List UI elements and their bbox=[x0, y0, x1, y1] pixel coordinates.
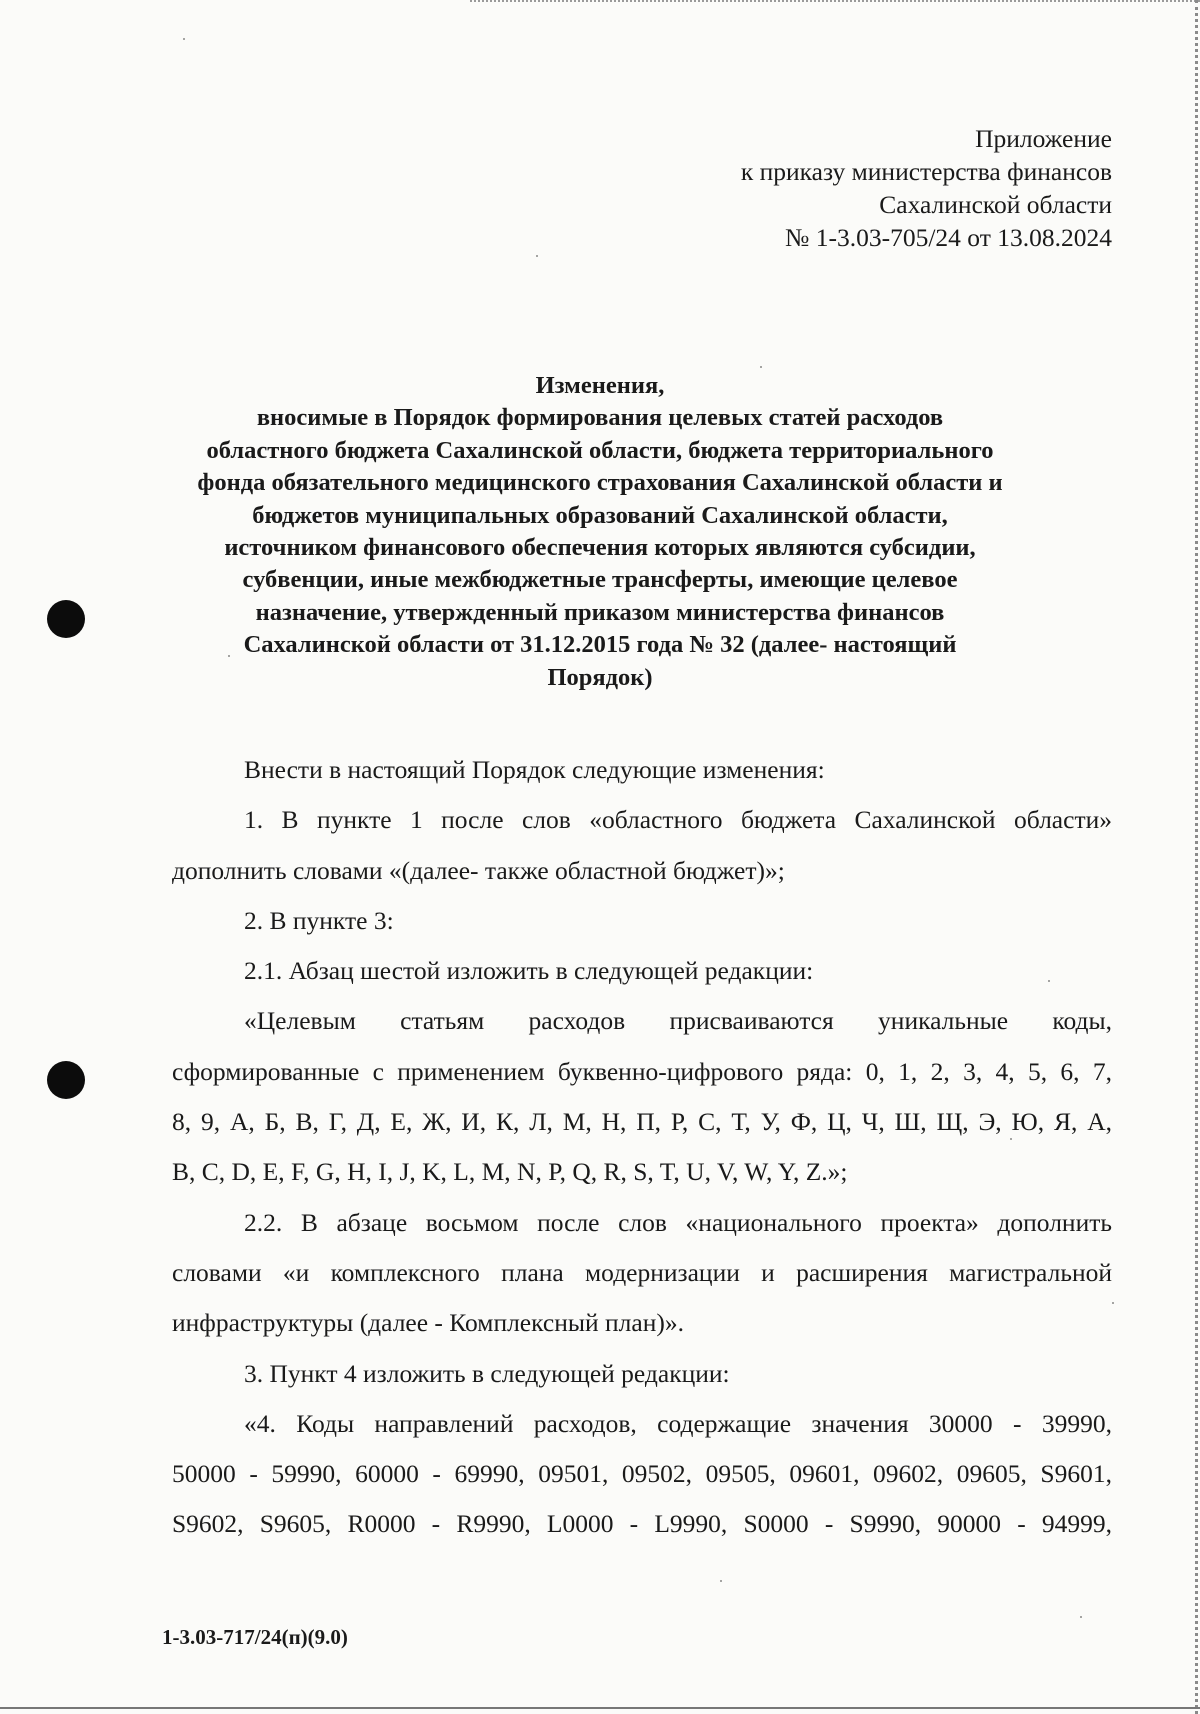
body-line bbox=[172, 1198, 1112, 1248]
title-line: Сахалинской области от 31.12.2015 года № 32 (далее- настоящий bbox=[243, 631, 957, 659]
body-line-text: 2.2. В абзаце восьмом после слов «национального проекта» дополнить bbox=[244, 1207, 1112, 1237]
title-line: источником финансового обеспечения которых являются субсидии, bbox=[224, 534, 976, 562]
title-line: бюджетов муниципальных образований Сахалинской области, bbox=[252, 501, 948, 529]
header-line: Сахалинской области bbox=[879, 190, 1112, 219]
document-body bbox=[172, 745, 1112, 1550]
header-line: № 1-3.03-705/24 от 13.08.2024 bbox=[785, 223, 1112, 252]
body-line: 8, 9, А, Б, В, Г, Д, Е, Ж, И, К, Л, М, Н, П, Р, С, Т, У, Ф, Ц, Ч, Ш, Щ, Э, Ю, Я, A, bbox=[172, 1107, 1112, 1137]
body-line: 50000 - 59990, 60000 - 69990, 09501, 09502, 09505, 09601, 09602, 09605, S9601, bbox=[172, 1459, 1112, 1489]
body-line bbox=[172, 1399, 1112, 1449]
body-line: дополнить словами «(далее- также областной бюджет)»; bbox=[172, 855, 785, 885]
punch-hole-top bbox=[47, 600, 85, 638]
scan-edge-right bbox=[1195, 0, 1198, 1714]
scan-speck bbox=[1112, 1302, 1114, 1304]
scan-speck bbox=[720, 1580, 722, 1582]
body-line-text: 1. В пункте 1 после слов «областного бюджета Сахалинской области» bbox=[244, 805, 1112, 835]
title-line: Порядок) bbox=[547, 663, 653, 691]
body-line: B, C, D, E, F, G, H, I, J, K, L, M, N, P, Q, R, S, T, U, V, W, Y, Z.»; bbox=[172, 1157, 848, 1187]
appendix-header bbox=[741, 122, 1112, 254]
title-line: вносимые в Порядок формирования целевых статей расходов bbox=[256, 404, 944, 432]
scan-speck bbox=[760, 366, 762, 368]
title-line: назначение, утвержденный приказом министерства финансов bbox=[255, 598, 945, 626]
document-code: 1-3.03-717/24(п)(9.0) bbox=[162, 1625, 348, 1649]
scan-speck bbox=[183, 38, 185, 40]
body-line-text: «Целевым статьям расходов присваиваются уникальные коды, bbox=[244, 1006, 1112, 1036]
title-line: Изменения, bbox=[535, 372, 665, 399]
scan-speck bbox=[536, 255, 538, 257]
body-line-text: «4. Коды направлений расходов, содержащие значения 30000 - 39990, bbox=[244, 1408, 1112, 1438]
body-line: сформированные с применением буквенно-цифрового ряда: 0, 1, 2, 3, 4, 5, 6, 7, bbox=[172, 1056, 1112, 1086]
document-title bbox=[150, 370, 1050, 694]
body-line: 2.1. Абзац шестой изложить в следующей редакции: bbox=[244, 956, 814, 986]
body-line: S9602, S9605, R0000 - R9990, L0000 - L9990, S0000 - S9990, 90000 - 94999, bbox=[172, 1509, 1112, 1539]
body-line: словами «и комплексного плана модернизации и расширения магистральной bbox=[172, 1257, 1112, 1287]
title-line: областного бюджета Сахалинской области, бюджета территориального bbox=[206, 436, 994, 464]
scan-speck bbox=[1080, 1616, 1082, 1618]
body-line bbox=[172, 996, 1112, 1046]
scan-edge-bottom bbox=[0, 1707, 1200, 1709]
header-line: к приказу министерства финансов bbox=[740, 157, 1112, 186]
body-line: 2. В пункте 3: bbox=[244, 905, 394, 935]
body-line: Внести в настоящий Порядок следующие изменения: bbox=[244, 755, 825, 784]
title-line: фонда обязательного медицинского страхования Сахалинской области и bbox=[197, 469, 1003, 497]
body-line bbox=[172, 795, 1112, 845]
title-line: субвенции, иные межбюджетные трансферты, имеющие целевое bbox=[242, 566, 958, 594]
body-line: 3. Пункт 4 изложить в следующей редакции: bbox=[244, 1358, 730, 1388]
body-line: инфраструктуры (далее - Комплексный план)». bbox=[172, 1308, 684, 1338]
scan-edge-top bbox=[470, 0, 1200, 2]
header-line: Приложение bbox=[975, 124, 1112, 153]
punch-hole-bottom bbox=[47, 1061, 85, 1099]
